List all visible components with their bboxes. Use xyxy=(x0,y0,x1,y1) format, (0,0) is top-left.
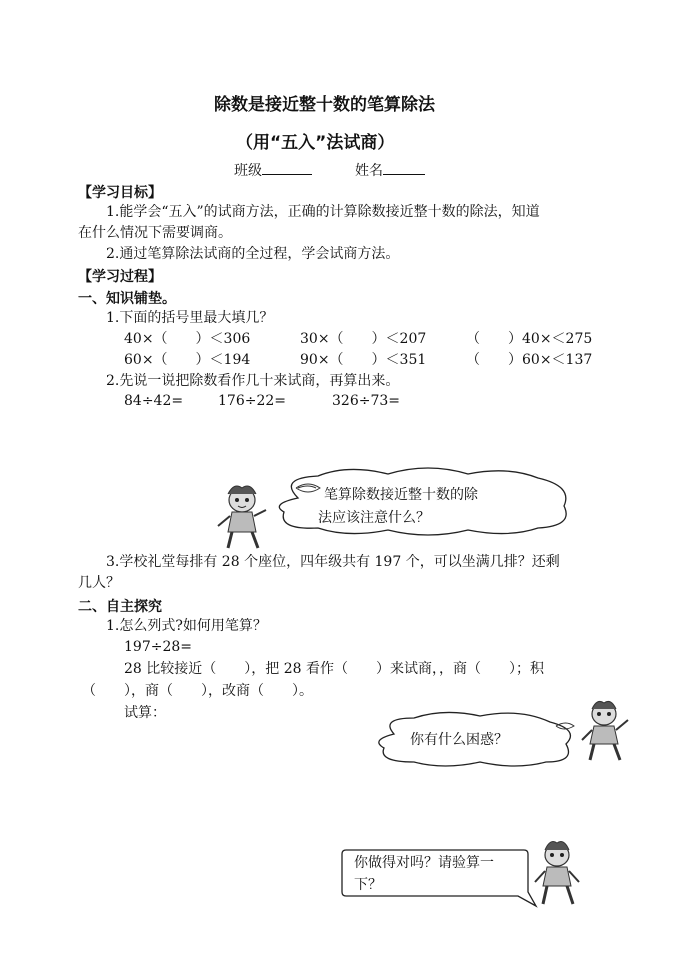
goal-2: 2.通过笔算除法试商的全过程，学会试商方法。 xyxy=(106,246,400,262)
part-2-heading: 二、自主探究 xyxy=(78,599,162,615)
part-2-expression: 197÷28= xyxy=(124,639,192,655)
page-subtitle: （用“五入”法试商） xyxy=(236,133,395,153)
name-field[interactable] xyxy=(355,161,425,180)
goal-1-line-1: 1.能学会“五入”的试商方法，正确的计算除数接近整十数的除法，知道 xyxy=(106,204,540,220)
bubble-3-line-1: 你做得对吗？请验算一 xyxy=(354,855,494,871)
part-2-question-1: 1.怎么列式?如何用笔算？ xyxy=(106,618,267,634)
cartoon-girl-3 xyxy=(532,838,582,908)
fill-row-1-item-3: （ ）40×＜275 xyxy=(466,331,593,347)
bubble-2-text: 你有什么困惑？ xyxy=(410,732,508,748)
trial-label: 试算： xyxy=(124,705,166,721)
class-label: 班级 xyxy=(234,163,262,179)
fill-row-1-item-1: 40×（ ）＜306 xyxy=(124,331,251,347)
division-item-1: 84÷42= xyxy=(124,393,184,409)
part-1-heading: 一、知识铺垫。 xyxy=(78,291,176,307)
goals-heading: 【学习目标】 xyxy=(78,185,162,201)
goal-1-line-2: 在什么情况下需要调商。 xyxy=(78,225,232,241)
division-item-2: 176÷22= xyxy=(218,393,286,409)
part-2-line-1: 28 比较接近（ ），把 28 看作（ ）来试商，，商（ ）；积 xyxy=(124,661,544,677)
page-title: 除数是接近整十数的笔算除法 xyxy=(214,95,435,115)
fill-row-2-item-2: 90×（ ）＜351 xyxy=(300,352,427,368)
question-3-line-2: 几人？ xyxy=(78,575,120,591)
bubble-3-line-2: 下？ xyxy=(354,877,382,893)
question-2: 2.先说一说把除数看作几十来试商，再算出来。 xyxy=(106,373,400,389)
class-field[interactable] xyxy=(234,161,312,180)
name-label: 姓名 xyxy=(355,163,383,179)
cartoon-girl-2 xyxy=(578,698,630,764)
fill-row-1-item-2: 30×（ ）＜207 xyxy=(300,331,427,347)
bubble-1-line-2: 法应该注意什么？ xyxy=(318,510,430,526)
division-item-3: 326÷73= xyxy=(332,393,400,409)
question-3-line-1: 3.学校礼堂每排有 28 个座位，四年级共有 197 个，可以坐满几排？还剩 xyxy=(106,554,560,570)
bubble-1-line-1: 笔算除数接近整十数的除 xyxy=(324,487,478,503)
question-1: 1.下面的括号里最大填几？ xyxy=(106,310,274,326)
process-heading: 【学习过程】 xyxy=(78,269,162,285)
part-2-line-2: （ ），商（ ），改商（ ）。 xyxy=(82,683,313,699)
fill-row-2-item-3: （ ）60×＜137 xyxy=(466,352,593,368)
cartoon-girl-1 xyxy=(214,482,270,552)
fill-row-2-item-1: 60×（ ）＜194 xyxy=(124,352,251,368)
